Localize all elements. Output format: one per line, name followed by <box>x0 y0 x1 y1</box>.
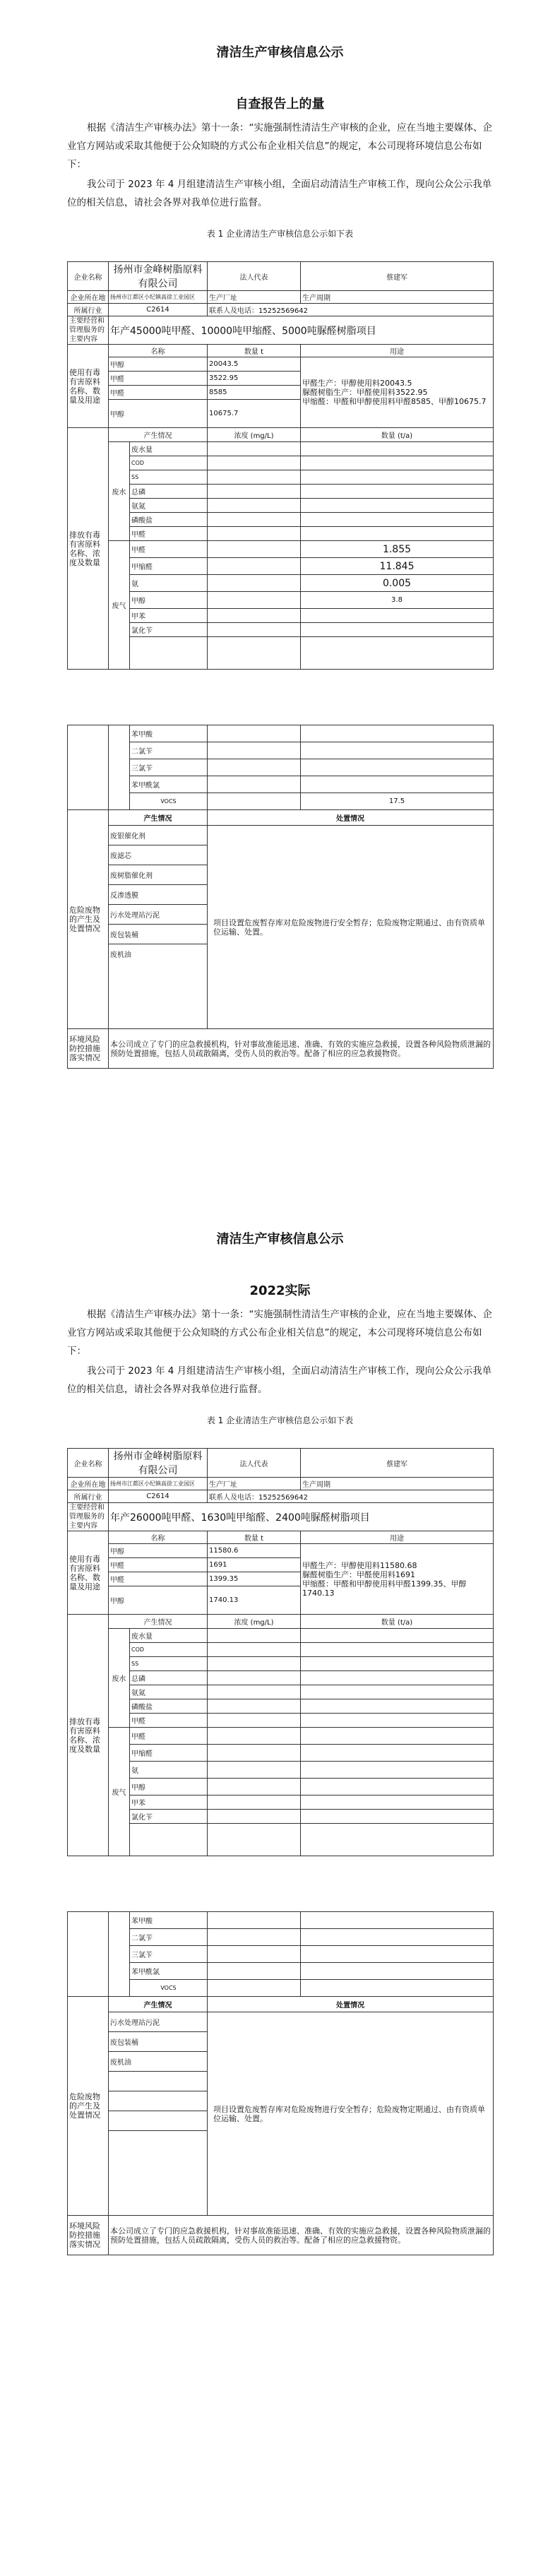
report-page-2 <box>0 1187 560 2249</box>
gas-qty <box>301 1946 494 1963</box>
gas-conc <box>208 742 301 759</box>
water-conc <box>208 1714 301 1728</box>
raw-item-qty: 11580.6 <box>208 1544 301 1558</box>
gas-item: 氨 <box>130 575 208 592</box>
raw-item-name: 甲醇 <box>109 1586 208 1615</box>
water-item: 废水量 <box>130 1629 208 1643</box>
gas-qty: 3.8 <box>301 592 494 609</box>
water-qty <box>301 1699 494 1714</box>
waste-item: 废机油 <box>109 944 208 1029</box>
gas-conc <box>208 592 301 609</box>
waste-header: 处置情况 <box>208 810 494 826</box>
gas-item: 甲苯 <box>130 1796 208 1810</box>
gas-item-blank <box>130 1824 208 1856</box>
gas-qty <box>301 623 494 637</box>
water-conc <box>208 1699 301 1714</box>
water-conc <box>208 1657 301 1671</box>
scale-value: 年产26000吨甲醛、1630吨甲缩醛、2400吨脲醛树脂项目 <box>109 1503 494 1531</box>
site-value: 生产周期 <box>301 291 494 304</box>
industry-code: C2614 <box>109 304 208 316</box>
gas-item: 甲醛 <box>130 1728 208 1745</box>
company-name: 扬州市金峰树脂原料有限公司 <box>109 1449 208 1478</box>
raw-use: 甲醛生产：甲醇使用料11580.68 脲醛树脂生产：甲醛使用料1691 甲缩醛：甲醛和甲醇使用料甲醛1399.35、甲醇1740.13 <box>301 1544 494 1615</box>
gas-qty <box>301 1728 494 1745</box>
gas-item: 苯甲酰氯 <box>130 776 208 793</box>
gas-item: 甲苯 <box>130 609 208 623</box>
waste-item: 废包装桶 <box>109 925 208 944</box>
water-item: 磷酸盐 <box>130 1699 208 1714</box>
emission-header: 产生情况 <box>109 428 208 442</box>
gas-conc <box>208 1810 301 1824</box>
gas-continued-sub <box>109 1912 130 1997</box>
waste-item: 废银催化剂 <box>109 826 208 845</box>
gas-conc <box>208 1912 301 1929</box>
report-subtitle: 2022实际 <box>249 1283 311 1298</box>
scale-label: 主要经营和管理服务的主要内容 <box>68 1503 109 1531</box>
gas-conc <box>208 1745 301 1762</box>
water-item: SS <box>130 1657 208 1671</box>
water-item: SS <box>130 470 208 485</box>
gas-item: 三氯苄 <box>130 759 208 776</box>
risk-value: 本公司成立了专门的应急救援机构，针对事故准能迅速、准确、有效的实施应急救援，设置各种风险物质泄漏的预防处置措施，包括人员疏散隔离，受伤人员的救治等。配备了相应的应急救援物资。 <box>109 1029 494 1069</box>
table-caption: 表 1 企业清洁生产审核信息公示如下表 <box>206 229 354 239</box>
gas-qty <box>301 1762 494 1779</box>
gas-conc <box>208 793 301 810</box>
site-label: 生产厂址 <box>208 1478 301 1490</box>
gas-conc <box>208 558 301 575</box>
location-label: 企业所在地 <box>68 291 109 304</box>
company-label: 企业名称 <box>68 1449 109 1478</box>
gas-conc <box>208 1762 301 1779</box>
report-subtitle: 自查报告上的量 <box>235 97 325 112</box>
waste-disposal: 项目设置危废暂存库对危险废物进行安全暂存；危险废物定期通过、由有资质单位运输、处置。 <box>208 2012 494 2216</box>
gas-item: 甲缩醛 <box>130 558 208 575</box>
waste-item: 废树脂催化剂 <box>109 865 208 885</box>
waste-header: 产生情况 <box>109 810 208 826</box>
gas-continued-sub <box>109 725 130 810</box>
water-conc <box>208 1685 301 1699</box>
raw-label: 使用有毒有害原料名称、数 量及用途 <box>68 1531 109 1615</box>
raw-item-name: 甲醛 <box>109 1572 208 1586</box>
location-value: 扬州市江都区小纪镇高徐工业园区 <box>109 291 208 304</box>
company-name: 扬州市金峰树脂原料有限公司 <box>109 262 208 291</box>
industry-label: 所属行业 <box>68 304 109 316</box>
raw-item-name: 甲醛 <box>109 372 208 386</box>
gas-item: 氨 <box>130 1762 208 1779</box>
report-title: 清洁生产审核信息公示 <box>216 1232 344 1247</box>
water-qty <box>301 1685 494 1699</box>
raw-item-qty: 8585 <box>208 386 301 400</box>
raw-header-qty: 数量 t <box>208 1531 301 1544</box>
intro-paragraph: 根据《清洁生产审核办法》第十一条：“实施强制性清洁生产审核的企业，应在当地主要媒体、企业官方网站或采取其他便于公众知晓的方式公布企业相关信息”的规定，本公司现将环境信息公布如下： <box>67 1309 492 1357</box>
raw-header-use: 用途 <box>301 345 494 357</box>
water-conc <box>208 485 301 499</box>
contact-label: 联系人及电话： <box>209 1494 258 1502</box>
water-qty <box>301 1629 494 1643</box>
water-qty <box>301 470 494 485</box>
raw-item-qty: 20043.5 <box>208 357 301 372</box>
raw-item-qty: 3522.95 <box>208 372 301 386</box>
gas-item: 甲缩醛 <box>130 1745 208 1762</box>
scale-value: 年产45000吨甲醛、10000吨甲缩醛、5000吨脲醛树脂项目 <box>109 316 494 345</box>
water-conc <box>208 513 301 527</box>
site-value: 生产周期 <box>301 1478 494 1490</box>
gas-item: VOCS <box>130 793 208 810</box>
waste-item <box>109 2072 208 2091</box>
water-item: 甲醛 <box>130 527 208 541</box>
water-qty <box>301 1714 494 1728</box>
gas-conc <box>208 1980 301 1997</box>
waste-item: 废包装桶 <box>109 2032 208 2052</box>
water-qty <box>301 1657 494 1671</box>
water-item: COD <box>130 456 208 470</box>
table-caption: 表 1 企业清洁生产审核信息公示如下表 <box>206 1415 354 1425</box>
gas-qty-blank <box>301 637 494 670</box>
location-label: 企业所在地 <box>68 1478 109 1490</box>
waste-label: 危险废物的产生及处置情况 <box>68 810 109 1029</box>
waste-header: 产生情况 <box>109 1997 208 2012</box>
intro-paragraph: 我公司于 2023 年 4 月组建清洁生产审核小组，全面启动清洁生产审核工作，现向公众公示我单位的相关信息，请社会各界对我单位进行监督。 <box>67 1365 492 1395</box>
gas-conc <box>208 575 301 592</box>
waste-item: 反渗透膜 <box>109 885 208 905</box>
emission-header: 产生情况 <box>109 1615 208 1629</box>
risk-label: 环境风险防控措施落实情况 <box>68 2216 109 2255</box>
water-item: 磷酸盐 <box>130 513 208 527</box>
water-conc <box>208 470 301 485</box>
gas-item: 苯甲酰氯 <box>130 1963 208 1980</box>
gas-item: 甲醇 <box>130 592 208 609</box>
contact-phone: 15252569642 <box>258 1494 308 1502</box>
water-conc <box>208 1671 301 1685</box>
rep-name: 蔡建军 <box>301 1449 494 1478</box>
gas-qty <box>301 1810 494 1824</box>
water-item: 废水量 <box>130 442 208 456</box>
raw-header-name: 名称 <box>109 345 208 357</box>
raw-item-name: 甲醇 <box>109 400 208 428</box>
raw-item-qty: 1740.13 <box>208 1586 301 1615</box>
risk-value: 本公司成立了专门的应急救援机构，针对事故准能迅速、准确、有效的实施应急救援，设置各种风险物质泄漏的预防处置措施，包括人员疏散隔离，受伤人员的救治等。配备了相应的应急救援物资。 <box>109 2216 494 2255</box>
gas-continued-label <box>68 725 109 810</box>
gas-conc <box>208 759 301 776</box>
risk-label: 环境风险防控措施落实情况 <box>68 1029 109 1069</box>
gas-item: 苯甲酸 <box>130 1912 208 1929</box>
info-table-part-b <box>67 725 494 1069</box>
gas-item: VOCS <box>130 1980 208 1997</box>
waste-item <box>109 2131 208 2216</box>
water-conc <box>208 499 301 513</box>
emission-label: 排放有毒有害原料名称、浓度及数量 <box>68 428 109 670</box>
water-item: 氨氮 <box>130 1685 208 1699</box>
emission-header: 浓度 (mg/L) <box>208 428 301 442</box>
water-conc <box>208 1629 301 1643</box>
gas-qty: 11.845 <box>301 558 494 575</box>
gas-qty <box>301 1779 494 1796</box>
intro-paragraph: 我公司于 2023 年 4 月组建清洁生产审核小组，全面启动清洁生产审核工作，现向公众公示我单位的相关信息，请社会各界对我单位进行监督。 <box>67 179 492 208</box>
report-title: 清洁生产审核信息公示 <box>216 45 344 60</box>
water-qty <box>301 485 494 499</box>
gas-item: 氯化苄 <box>130 623 208 637</box>
gas-qty: 1.855 <box>301 541 494 558</box>
gas-conc-blank <box>208 637 301 670</box>
waste-item: 废机油 <box>109 2052 208 2072</box>
gas-qty-blank <box>301 1824 494 1856</box>
water-label: 废水 <box>109 442 130 541</box>
gas-qty <box>301 609 494 623</box>
gas-qty <box>301 1963 494 1980</box>
waste-item <box>109 2091 208 2111</box>
info-table-part-a <box>67 1448 494 1856</box>
raw-item-qty: 1691 <box>208 1558 301 1572</box>
water-qty <box>301 1643 494 1657</box>
gas-conc <box>208 1796 301 1810</box>
raw-item-qty: 1399.35 <box>208 1572 301 1586</box>
emission-label: 排放有毒有害原料名称、浓度及数量 <box>68 1615 109 1856</box>
info-table-part-a <box>67 261 494 670</box>
emission-header: 数量 (t/a) <box>301 1615 494 1629</box>
raw-item-name: 甲醇 <box>109 1544 208 1558</box>
raw-item-name: 甲醛 <box>109 1558 208 1572</box>
rep-label: 法人代表 <box>208 262 301 291</box>
waste-disposal: 项目设置危废暂存库对危险废物进行安全暂存；危险废物定期通过、由有资质单位运输、处置。 <box>208 826 494 1029</box>
water-qty <box>301 456 494 470</box>
gas-qty <box>301 1980 494 1997</box>
gas-conc <box>208 776 301 793</box>
waste-item <box>109 2111 208 2131</box>
raw-item-name: 甲醛 <box>109 386 208 400</box>
water-conc <box>208 456 301 470</box>
gas-conc <box>208 1929 301 1946</box>
rep-name: 蔡建军 <box>301 262 494 291</box>
report-page-1 <box>0 0 560 1062</box>
gas-conc <box>208 1946 301 1963</box>
gas-qty <box>301 1929 494 1946</box>
gas-conc <box>208 1728 301 1745</box>
raw-header-qty: 数量 t <box>208 345 301 357</box>
gas-qty <box>301 776 494 793</box>
water-item: 总磷 <box>130 1671 208 1685</box>
gas-item: 甲醛 <box>130 541 208 558</box>
location-value: 扬州市江都区小纪镇高徐工业园区 <box>109 1478 208 1490</box>
raw-item-qty: 10675.7 <box>208 400 301 428</box>
gas-qty <box>301 725 494 742</box>
water-label: 废水 <box>109 1629 130 1728</box>
waste-label: 危险废物的产生及处置情况 <box>68 1997 109 2216</box>
water-qty <box>301 1671 494 1685</box>
contact-phone: 15252569642 <box>258 307 308 315</box>
raw-header-name: 名称 <box>109 1531 208 1544</box>
info-table-part-b <box>67 1911 494 2255</box>
gas-qty: 0.005 <box>301 575 494 592</box>
gas-qty <box>301 759 494 776</box>
industry-code: C2614 <box>109 1490 208 1503</box>
gas-item-blank <box>130 637 208 670</box>
water-item: 氨氮 <box>130 499 208 513</box>
rep-label: 法人代表 <box>208 1449 301 1478</box>
gas-conc <box>208 725 301 742</box>
site-label: 生产厂址 <box>208 291 301 304</box>
gas-conc <box>208 609 301 623</box>
water-conc <box>208 442 301 456</box>
gas-qty <box>301 1912 494 1929</box>
water-qty <box>301 513 494 527</box>
raw-label: 使用有毒有害原料名称、数 量及用途 <box>68 345 109 428</box>
waste-item: 污水处理站污泥 <box>109 2012 208 2032</box>
contact-label: 联系人及电话： <box>209 307 258 315</box>
gas-qty <box>301 1745 494 1762</box>
emission-header: 数量 (t/a) <box>301 428 494 442</box>
gas-conc <box>208 623 301 637</box>
water-item: COD <box>130 1643 208 1657</box>
scale-label: 主要经营和管理服务的主要内容 <box>68 316 109 345</box>
raw-item-name: 甲醇 <box>109 357 208 372</box>
gas-qty <box>301 1796 494 1810</box>
waste-header: 处置情况 <box>208 1997 494 2012</box>
gas-label: 废气 <box>109 541 130 670</box>
gas-item: 二氯苄 <box>130 742 208 759</box>
gas-conc <box>208 1963 301 1980</box>
water-conc <box>208 1643 301 1657</box>
gas-item: 三氯苄 <box>130 1946 208 1963</box>
water-qty <box>301 442 494 456</box>
waste-item: 废滤芯 <box>109 845 208 865</box>
gas-label: 废气 <box>109 1728 130 1856</box>
gas-qty <box>301 742 494 759</box>
gas-conc <box>208 541 301 558</box>
gas-item: 甲醇 <box>130 1779 208 1796</box>
company-label: 企业名称 <box>68 262 109 291</box>
gas-conc <box>208 1779 301 1796</box>
gas-qty: 17.5 <box>301 793 494 810</box>
gas-item: 氯化苄 <box>130 1810 208 1824</box>
waste-item: 污水处理站污泥 <box>109 905 208 925</box>
water-qty <box>301 527 494 541</box>
intro-paragraph: 根据《清洁生产审核办法》第十一条：“实施强制性清洁生产审核的企业，应在当地主要媒体、企业官方网站或采取其他便于公众知晓的方式公布企业相关信息”的规定，本公司现将环境信息公布如下： <box>67 122 492 170</box>
water-qty <box>301 499 494 513</box>
emission-header: 浓度 (mg/L) <box>208 1615 301 1629</box>
industry-label: 所属行业 <box>68 1490 109 1503</box>
raw-use: 甲醛生产：甲醇使用料20043.5 脲醛树脂生产：甲醛使用料3522.95 甲缩醛：甲醛和甲醇使用料甲醛8585、甲醇10675.7 <box>301 357 494 428</box>
raw-header-use: 用途 <box>301 1531 494 1544</box>
gas-item: 二氯苄 <box>130 1929 208 1946</box>
water-item: 总磷 <box>130 485 208 499</box>
gas-item: 苯甲酸 <box>130 725 208 742</box>
gas-conc-blank <box>208 1824 301 1856</box>
water-item: 甲醛 <box>130 1714 208 1728</box>
water-conc <box>208 527 301 541</box>
gas-continued-label <box>68 1912 109 1997</box>
